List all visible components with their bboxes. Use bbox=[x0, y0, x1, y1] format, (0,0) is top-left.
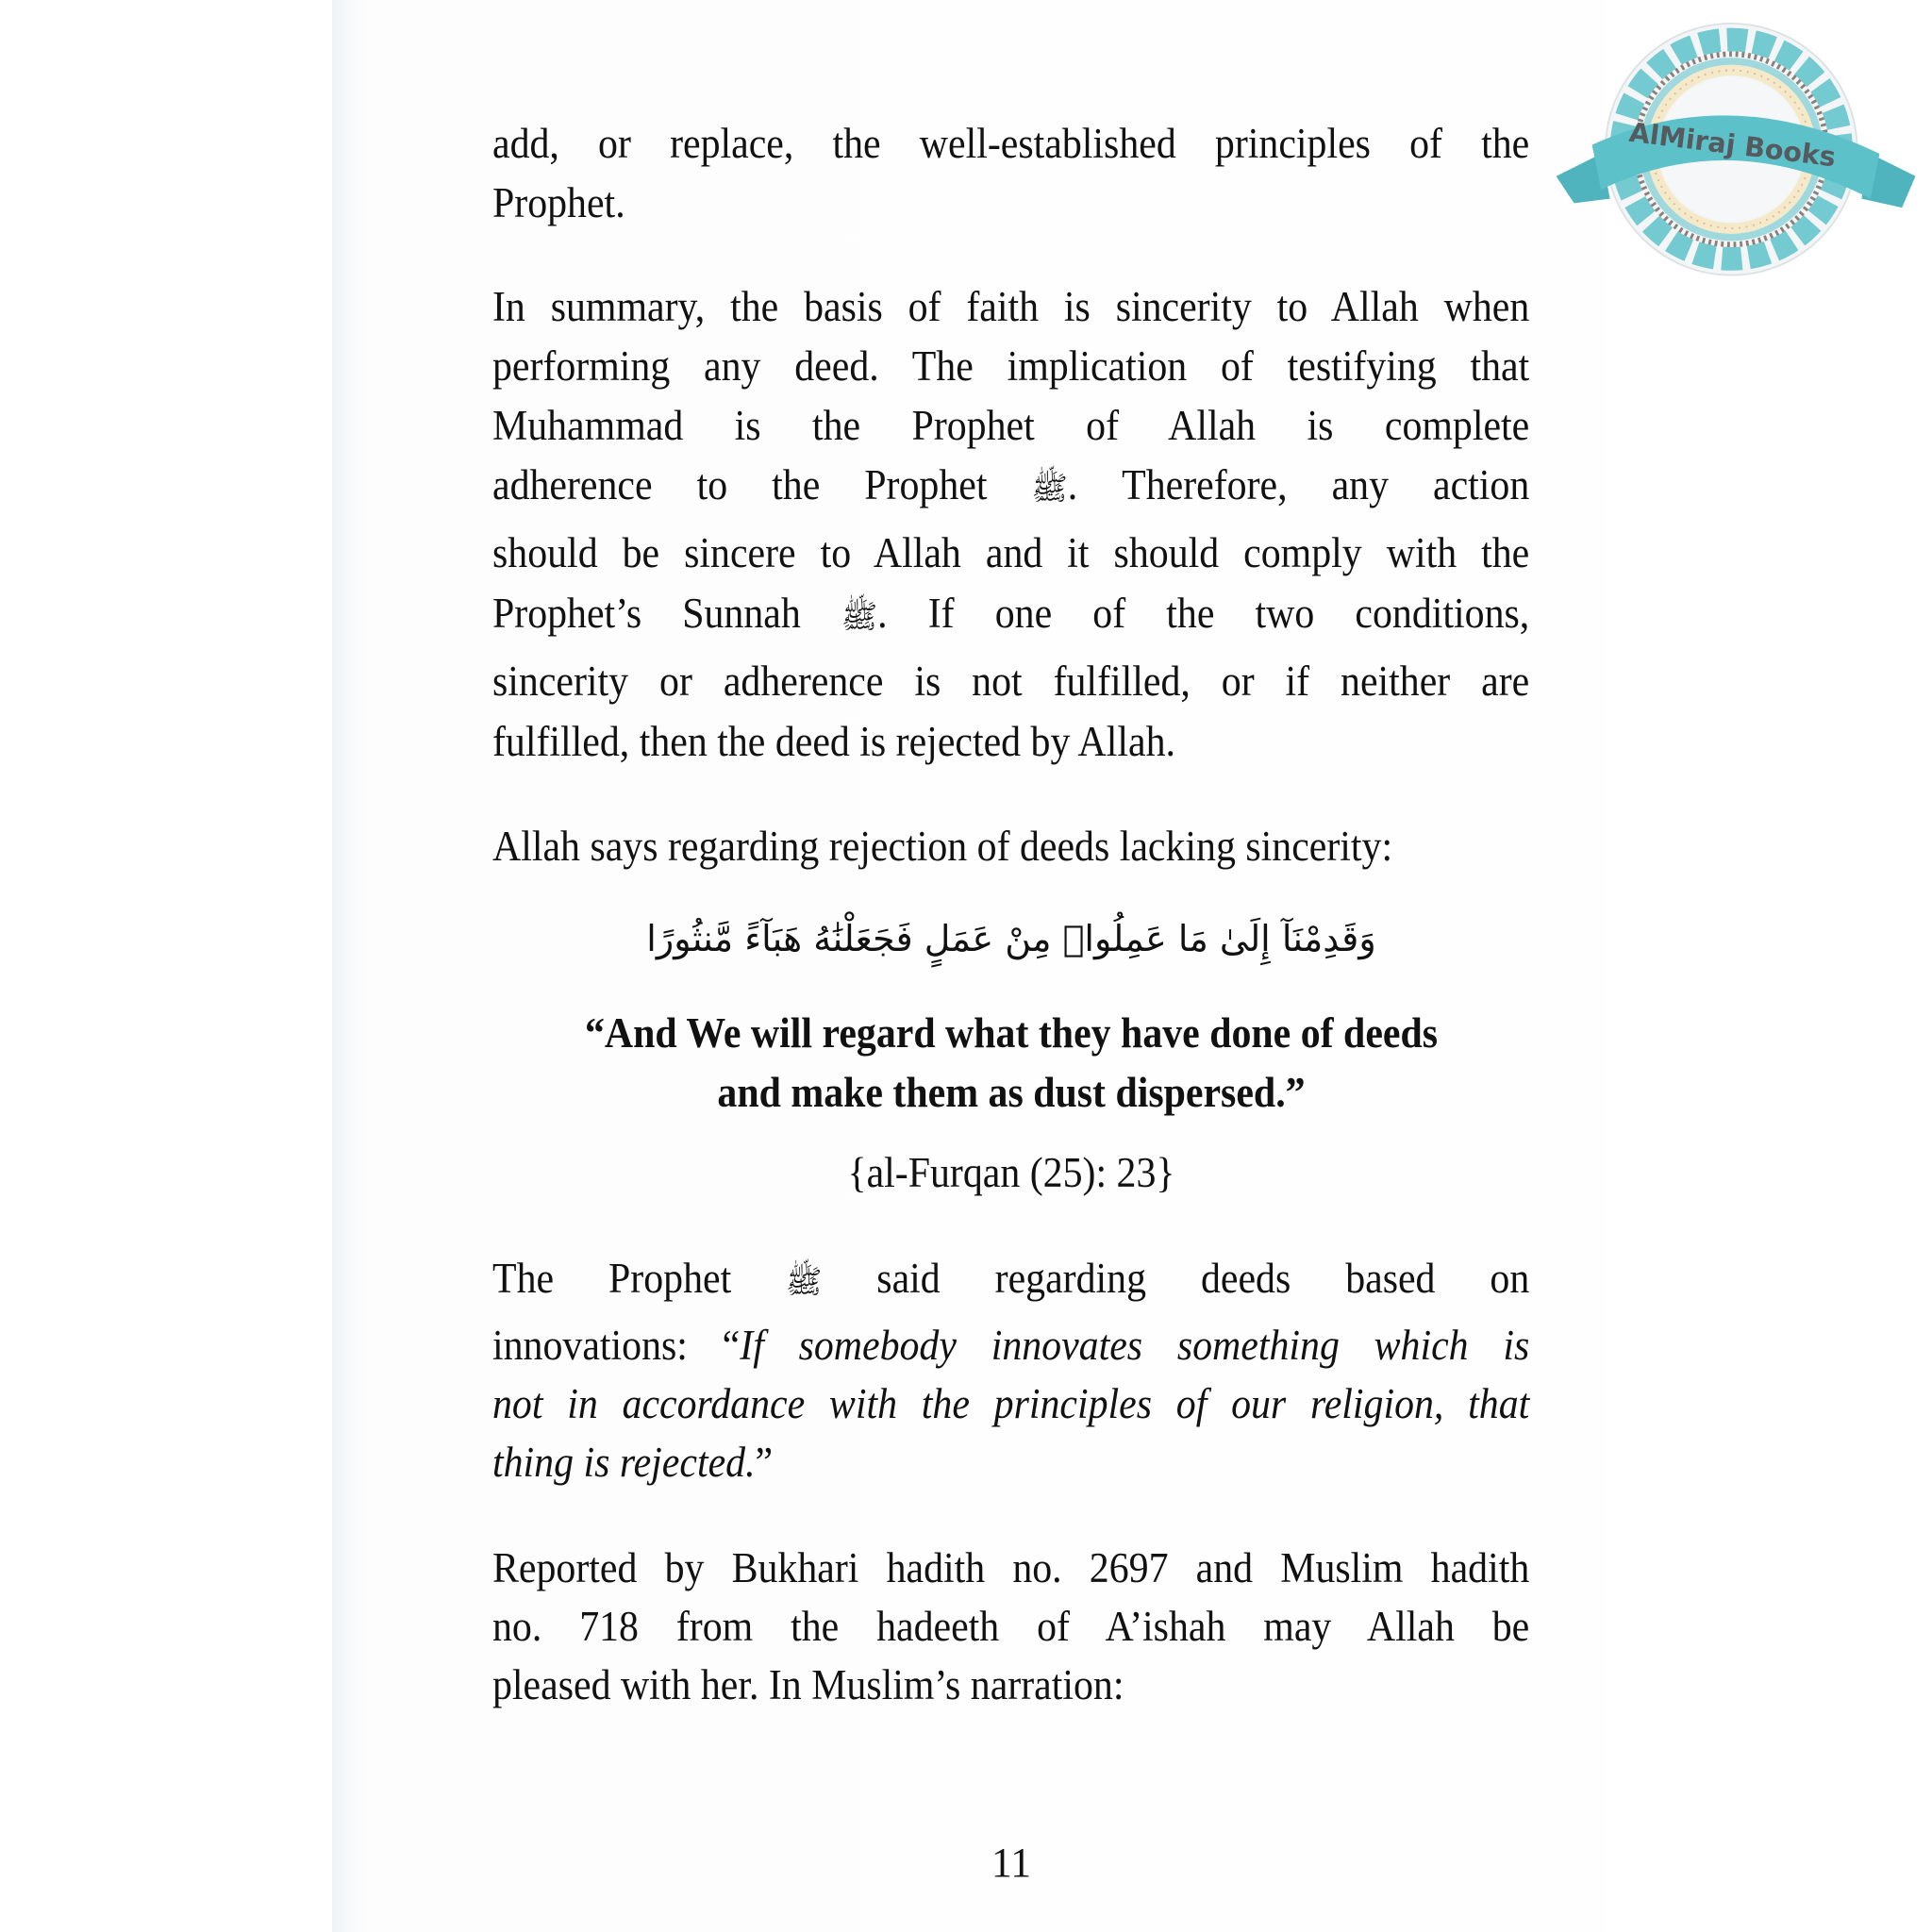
paragraph-2-line-2: performing any deed. The implication of testifying that bbox=[492, 342, 1530, 390]
line-text-before: The Prophet bbox=[492, 1255, 732, 1302]
paragraph-2-line-7: sincerity or adherence is not fulfilled, or if neither are bbox=[492, 658, 1530, 705]
line-text-after: said regarding deeds based on bbox=[876, 1255, 1530, 1302]
paragraph-2-line-3: Muhammad is the Prophet of Allah is complete bbox=[492, 402, 1530, 449]
paragraph-1-line-1: add, or replace, the well-established principles of the bbox=[492, 120, 1530, 167]
line-text-plain: innovations: “ bbox=[492, 1322, 741, 1369]
salutation-icon: ﷺ bbox=[786, 1263, 823, 1301]
line-text-before: Prophet’s Sunnah bbox=[492, 590, 801, 637]
paragraph-2-line-5: should be sincere to Allah and it should comply with the bbox=[492, 529, 1530, 576]
verse-translation-line-2: and make them as dust dispersed.” bbox=[717, 1069, 1306, 1116]
paragraph-5-line-1: Reported by Bukhari hadith no. 2697 and Muslim hadith bbox=[492, 1544, 1530, 1591]
page-number: 11 bbox=[991, 1840, 1032, 1886]
paragraph-5-line-2: no. 718 from the hadeeth of A’ishah may Allah be bbox=[492, 1603, 1530, 1650]
paragraph-2-line-1: In summary, the basis of faith is sincerity to Allah when bbox=[492, 283, 1530, 330]
arabic-verse: وَقَدِمْنَآ إِلَىٰ مَا عَمِلُوا۟ مِنْ عَمَلٍ فَجَعَلْنَٰهُ هَبَآءً مَّنثُورًا bbox=[646, 918, 1376, 959]
paragraph-2-line-4 bbox=[492, 458, 1529, 515]
paragraph-2-line-8: fulfilled, then the deed is rejected by Allah. bbox=[492, 718, 1176, 765]
almiraj-books-watermark-logo bbox=[1547, 19, 1924, 289]
paragraph-4-line-4 bbox=[492, 1436, 1457, 1489]
salutation-icon: ﷺ bbox=[1031, 470, 1068, 508]
scan-background-left bbox=[0, 0, 332, 1932]
line-text-before: adherence to the Prophet bbox=[492, 461, 988, 508]
paragraph-4-line-3: not in accordance with the principles of our religion, that bbox=[492, 1380, 1530, 1427]
line-text-after: . If one of the two conditions, bbox=[877, 590, 1530, 637]
line-text-after: . Therefore, any action bbox=[1067, 461, 1530, 508]
paragraph-4-line-1 bbox=[492, 1252, 1529, 1308]
logo-brand-text: AlMiraj Books bbox=[1627, 115, 1838, 174]
hadith-quote-italic: thing is rejected. bbox=[492, 1439, 756, 1486]
paragraph-4-line-2 bbox=[492, 1319, 1529, 1372]
hadith-quote-italic: If somebody innovates something which is bbox=[740, 1322, 1530, 1369]
paragraph-3-line-1: Allah says regarding rejection of deeds lacking sincerity: bbox=[492, 823, 1393, 870]
verse-translation-line-1: “And We will regard what they have done of deeds bbox=[584, 1009, 1439, 1057]
scan-background-right bbox=[1606, 0, 1932, 1932]
salutation-icon: ﷺ bbox=[841, 598, 878, 636]
paragraph-5-line-3: pleased with her. In Muslim’s narration: bbox=[492, 1661, 1124, 1708]
verse-reference: {al-Furqan (25): 23} bbox=[847, 1149, 1175, 1196]
paragraph-1-line-2: Prophet. bbox=[492, 179, 625, 226]
paragraph-2-line-6 bbox=[492, 587, 1529, 643]
closing-quote: ” bbox=[755, 1439, 774, 1486]
